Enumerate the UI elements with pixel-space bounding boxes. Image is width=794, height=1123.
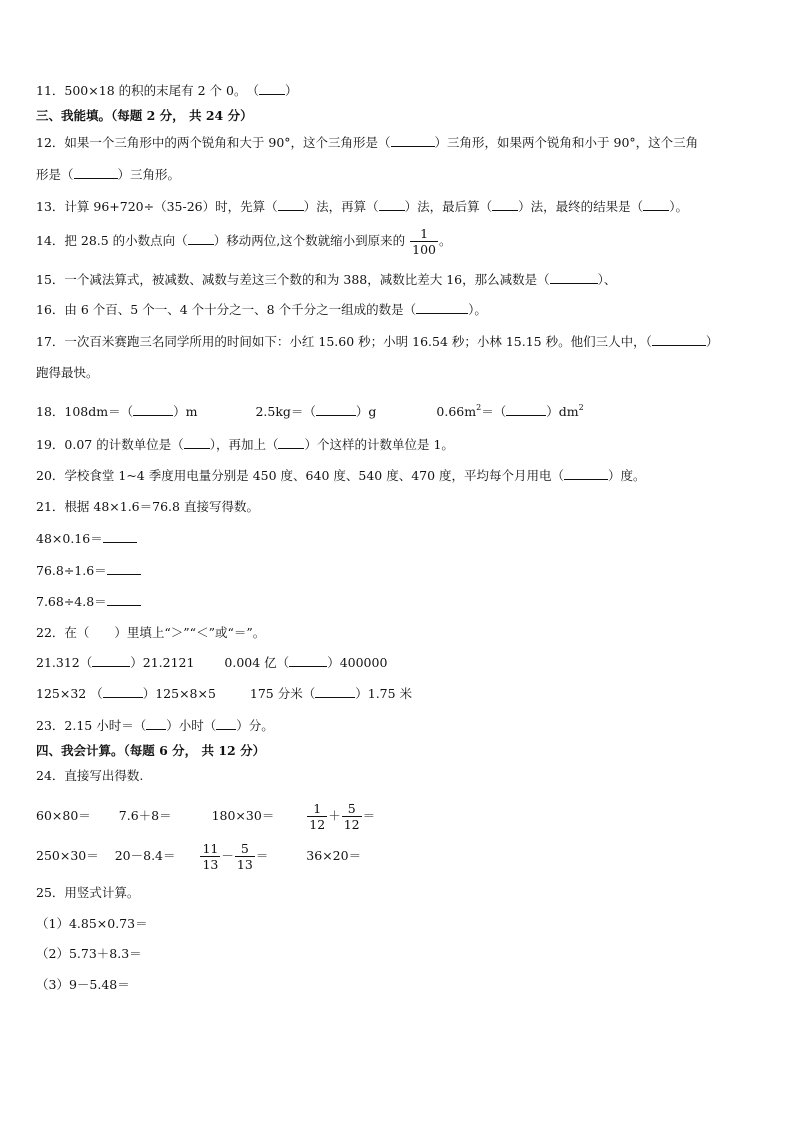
question-17-cont: 跑得最快。 — [36, 365, 99, 380]
q24-expr-2: 7.6＋8＝ — [118, 808, 172, 823]
answer-blank[interactable] — [278, 437, 304, 449]
answer-blank[interactable] — [643, 199, 669, 211]
question-21: 21．根据 48×1.6＝76.8 直接写得数。 — [36, 499, 259, 514]
fraction — [342, 801, 362, 832]
fraction-denominator: 100 — [412, 242, 437, 257]
answer-blank[interactable] — [107, 594, 141, 606]
q22-right-2: ）400000 — [327, 655, 388, 670]
answer-blank[interactable] — [416, 302, 468, 314]
fraction-numerator: 1 — [410, 226, 438, 242]
q14-text: 14．把 28.5 的小数点向（ — [36, 233, 188, 248]
q11-text-end: ） — [284, 83, 298, 98]
q21-row-3 — [36, 594, 141, 610]
q13-text-3: ）法，最后算（ — [404, 199, 493, 214]
answer-blank[interactable] — [289, 655, 327, 667]
question-11 — [36, 83, 297, 99]
q22-right-1: ）21.2121 — [130, 655, 195, 670]
answer-blank[interactable] — [564, 468, 608, 480]
q18-text-area: 0.66m — [436, 404, 477, 419]
q24-row-2 — [36, 838, 361, 874]
q18-text: 18．108dm＝（ — [36, 404, 134, 419]
question-20 — [36, 468, 646, 484]
q21-row-1 — [36, 531, 137, 547]
q17-text: 17．一次百米赛跑三名同学所用的时间如下：小红 15.60 秒；小明 16.54 秒；小林 15.15 秒。他们三人中，（ — [36, 334, 652, 349]
question-14 — [36, 226, 452, 257]
q19-text: 19．0.07 的计数单位是（ — [36, 437, 184, 452]
q13-text: 13．计算 96+720÷（35-26）时，先算（ — [36, 199, 278, 214]
fraction — [307, 801, 327, 832]
superscript: 2 — [476, 403, 482, 412]
answer-blank[interactable] — [92, 655, 130, 667]
answer-blank[interactable] — [74, 167, 118, 179]
q24-row-1 — [36, 798, 375, 834]
question-12 — [36, 135, 698, 151]
q24-expr-8: 36×20＝ — [306, 848, 362, 863]
q17-text-mid: ） — [705, 334, 719, 349]
superscript: 2 — [578, 403, 584, 412]
q13-text-2: ）法，再算（ — [303, 199, 379, 214]
q23-text: 23．2.15 小时＝（ — [36, 718, 147, 733]
answer-blank[interactable] — [188, 233, 214, 245]
fraction-numerator: 1 — [307, 801, 327, 817]
q15-text-end: ）、 — [597, 272, 617, 287]
q24-expr-6: 20－8.4＝ — [114, 848, 176, 863]
q21-expr-1: 48×0.16＝ — [36, 531, 103, 546]
q22-left-1: 21.312（ — [36, 655, 93, 670]
q24-expr-1: 60×80＝ — [36, 808, 91, 823]
q13-text-4: ）法，最终的结果是（ — [518, 199, 644, 214]
question-13 — [36, 199, 688, 215]
fraction-denominator: 12 — [309, 817, 326, 832]
q18-text-kg: 2.5kg＝（ — [255, 404, 316, 419]
q22-right-3: ）125×8×5 — [142, 686, 216, 701]
question-17 — [36, 334, 718, 350]
answer-blank[interactable] — [316, 404, 356, 416]
fraction-one-hundredth — [410, 226, 438, 257]
q18-unit-m: ）m — [173, 404, 198, 419]
q15-text: 15．一个减法算式，被减数、减数与差这三个数的和为 388，减数比差大 16，那么减数是（ — [36, 272, 550, 287]
answer-blank[interactable] — [103, 686, 143, 698]
answer-blank[interactable] — [379, 199, 405, 211]
q14-text-end: 。 — [439, 233, 452, 248]
q21-row-2 — [36, 563, 141, 579]
fraction-denominator: 13 — [236, 857, 253, 872]
fraction — [235, 841, 255, 872]
question-23 — [36, 718, 274, 734]
plus-sign: ＋ — [328, 808, 341, 823]
q20-text-end: ）度。 — [608, 468, 646, 483]
answer-blank[interactable] — [506, 404, 546, 416]
section-4-heading: 四、我会计算。（每题 6 分， 共 12 分） — [36, 743, 266, 758]
fraction — [200, 841, 220, 872]
q12-text-line2: 形是（ — [36, 167, 74, 182]
answer-blank[interactable] — [278, 199, 304, 211]
q22-left-2: 0.004 亿（ — [224, 655, 290, 670]
q25-item-1: （1）4.85×0.73＝ — [36, 916, 148, 931]
answer-blank[interactable] — [107, 563, 141, 575]
equals-sign: ＝ — [255, 848, 269, 863]
q19-text-end: ）个这样的计数单位是 1。 — [304, 437, 454, 452]
answer-blank[interactable] — [550, 272, 598, 284]
q11-text: 11．500×18 的积的末尾有 2 个 0。 （ — [36, 83, 259, 98]
answer-blank[interactable] — [184, 437, 210, 449]
answer-blank[interactable] — [146, 718, 166, 730]
fraction-numerator: 5 — [235, 841, 255, 857]
q12-text: 12．如果一个三角形中的两个锐角和大于 90°，这个三角形是（ — [36, 135, 391, 150]
fraction-denominator: 13 — [202, 857, 219, 872]
question-22: 22．在（ ）里填上“＞”“＜”或“＝”。 — [36, 625, 266, 640]
q22-right-4: ）1.75 米 — [355, 686, 413, 701]
question-16 — [36, 302, 487, 318]
answer-blank[interactable] — [391, 135, 435, 147]
q12-text-end: ）三角形。 — [117, 167, 181, 182]
answer-blank[interactable] — [492, 199, 518, 211]
q23-text-end: ）分。 — [236, 718, 274, 733]
answer-blank[interactable] — [103, 531, 137, 543]
q16-text: 16．由 6 个百、5 个一、4 个十分之一、8 个千分之一组成的数是（ — [36, 302, 417, 317]
q18-unit-g: ）g — [355, 404, 377, 419]
q16-text-end: ）。 — [468, 302, 487, 317]
q24-expr-3: 180×30＝ — [211, 808, 275, 823]
equals-sign: ＝ — [362, 808, 376, 823]
q23-text-2: ）小时（ — [166, 718, 217, 733]
section-3-heading: 三、我能填。（每题 2 分， 共 24 分） — [36, 108, 253, 123]
answer-blank[interactable] — [315, 686, 355, 698]
question-18 — [36, 400, 584, 420]
answer-blank[interactable] — [652, 334, 706, 346]
fraction-denominator: 12 — [343, 817, 360, 832]
q12-text-mid: ）三角形，如果两个锐角和小于 90°，这个三角 — [434, 135, 699, 150]
fraction-numerator: 11 — [202, 841, 219, 856]
minus-sign: － — [221, 848, 234, 863]
answer-blank[interactable] — [259, 83, 285, 95]
q22-left-4: 175 分米（ — [249, 686, 316, 701]
answer-blank[interactable] — [216, 718, 236, 730]
q25-item-3: （3）9－5.48＝ — [36, 977, 130, 992]
q18-unit-dm: ）dm — [546, 404, 579, 419]
q24-expr-5: 250×30＝ — [36, 848, 99, 863]
q20-text: 20．学校食堂 1~4 季度用电量分别是 450 度、640 度、540 度、470 度，平均每个月用电（ — [36, 468, 565, 483]
q19-text-2: ），再加上（ — [209, 437, 279, 452]
q22-row-1 — [36, 655, 387, 671]
question-19 — [36, 437, 454, 453]
q22-left-3: 125×32 （ — [36, 686, 103, 701]
q14-text-2: ）移动两位,这个数就缩小到原来的 — [213, 233, 406, 248]
question-15 — [36, 272, 616, 288]
q18-text-eq: ＝（ — [481, 404, 507, 419]
q21-expr-3: 7.68÷4.8＝ — [36, 594, 107, 609]
fraction-numerator: 5 — [342, 801, 362, 817]
question-24: 24．直接写出得数. — [36, 768, 144, 783]
q25-item-2: （2）5.73＋8.3＝ — [36, 946, 142, 961]
question-12-cont — [36, 167, 180, 183]
q13-text-end: ）。 — [669, 199, 688, 214]
question-25: 25．用竖式计算。 — [36, 885, 140, 900]
q21-expr-2: 76.8÷1.6＝ — [36, 563, 107, 578]
q22-row-2 — [36, 686, 412, 702]
answer-blank[interactable] — [133, 404, 173, 416]
